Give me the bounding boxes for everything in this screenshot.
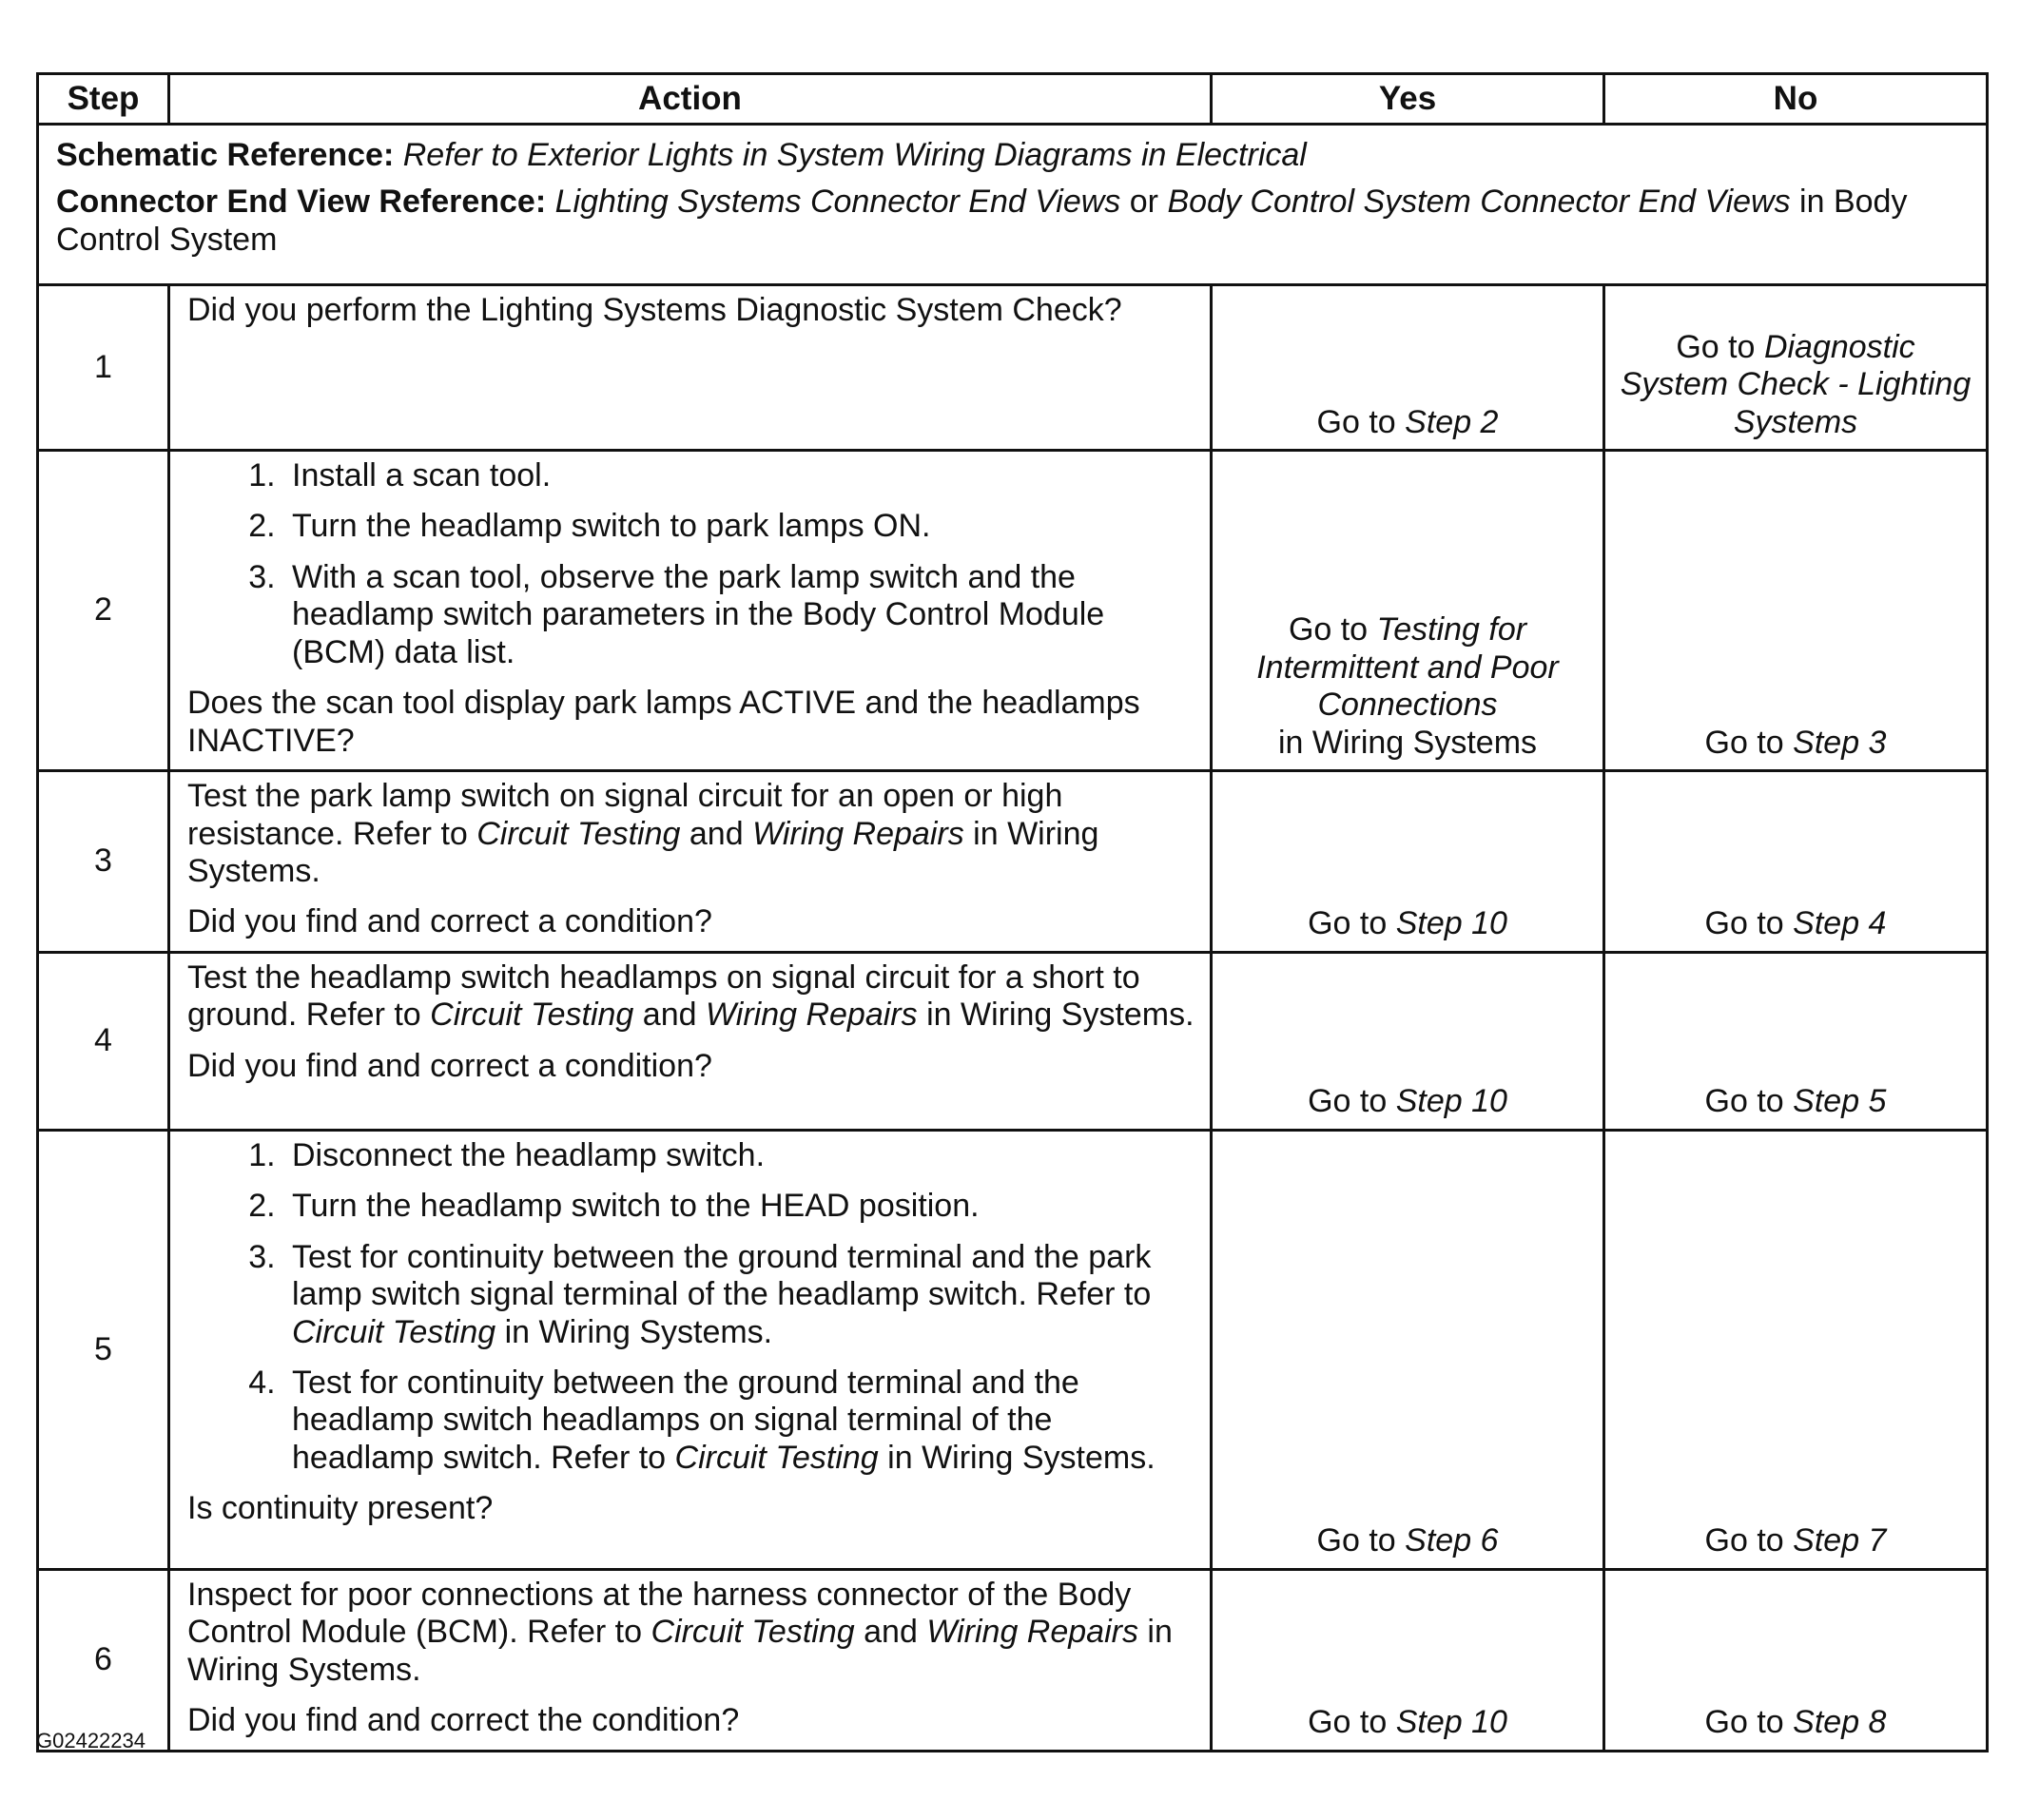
no-prefix: Go to [1704,1083,1784,1120]
instruction-tail: in Wiring Systems. [887,1439,1156,1476]
step-text-tail: in Wiring Systems. [187,1614,1173,1688]
step-question: Did you perform the Lighting Systems Diagnostic System Check? [187,292,1122,328]
step-text-tail: in Wiring Systems. [187,815,1099,889]
wiring-repairs-link: Wiring Repairs [705,997,918,1034]
step-action [169,451,1212,771]
yes-prefix: Go to [1316,403,1396,440]
yes-prefix: Go to [1316,1522,1396,1559]
step-action [169,771,1212,953]
no-link: Step 8 [1793,1704,1887,1741]
yes-link: Testing for Intermittent and Poor Connections [1256,611,1559,724]
step-text-lead: Inspect for poor connections at the harness connector of the Body Control Module (BCM). Refer to [187,1576,1132,1651]
connector-reference-label: Connector End View Reference: [56,184,547,221]
no-prefix: Go to [1704,724,1784,761]
step-text [187,778,1198,890]
connector-reference-tail: in Body Control System [56,184,1908,258]
instruction-item: 3. With a scan tool, observe the park lamp switch and the headlamp switch parameters in the Body Control Module (BCM) data list. [284,559,1198,671]
step-text-and: and [642,997,697,1034]
yes-link: Step 6 [1405,1522,1499,1559]
circuit-testing-link: Circuit Testing [292,1313,496,1350]
step-text-tail: in Wiring Systems. [926,997,1195,1034]
no-result [1604,285,1988,451]
reference-row [38,125,1988,285]
instruction-text: Test for continuity between the ground terminal and the headlamp switch headlamps on signal terminal of the headlamp switch. Refer to [292,1365,1079,1476]
step-text-and: and [864,1614,918,1651]
schematic-reference-text: Refer to Exterior Lights in System Wiring Diagrams in Electrical [402,137,1307,173]
circuit-testing-link: Circuit Testing [674,1439,879,1476]
no-result [1604,1130,1988,1569]
step-action [169,1569,1212,1751]
step-question: Is continuity present? [187,1490,494,1527]
yes-link: Step 10 [1395,1083,1507,1120]
step-action [169,952,1212,1130]
step-row-6 [38,1569,1988,1751]
step-instructions [187,1137,1198,1478]
step-question: Did you find and correct the condition? [187,1702,740,1739]
circuit-testing-link: Circuit Testing [651,1614,855,1651]
no-link: Step 7 [1793,1522,1887,1559]
no-prefix: Go to [1704,1522,1784,1559]
header-row [38,74,1988,125]
instruction-item: 2. Turn the headlamp switch to the HEAD position. [284,1188,1198,1225]
step-number: 3 [38,771,169,953]
header-yes: Yes [1212,74,1604,125]
no-link: Step 4 [1793,905,1887,942]
diagnostic-table [36,72,1989,1752]
yes-prefix: Go to [1308,1083,1388,1120]
header-no: No [1604,74,1988,125]
instruction-item [284,1365,1198,1477]
schematic-reference-label: Schematic Reference: [56,137,395,173]
step-row-5 [38,1130,1988,1569]
step-row-2 [38,451,1988,771]
yes-prefix: Go to [1308,905,1388,942]
yes-result [1212,285,1604,451]
instruction-item: 2. Turn the headlamp switch to park lamps ON. [284,508,1198,545]
step-action [169,1130,1212,1569]
step-question: Did you find and correct a condition? [187,1047,712,1084]
yes-link: Step 10 [1395,905,1507,942]
connector-reference [56,184,1969,259]
header-step: Step [38,74,169,125]
yes-link: Step 10 [1395,1704,1507,1741]
circuit-testing-link: Circuit Testing [430,997,634,1034]
yes-suffix: in Wiring Systems [1277,724,1538,761]
circuit-testing-link: Circuit Testing [476,815,681,852]
step-number: 4 [38,952,169,1130]
step-question: Does the scan tool display park lamps ACTIVE and the headlamps INACTIVE? [187,685,1140,759]
no-link: Diagnostic System Check - Lighting Systems [1620,328,1971,440]
instruction-item: 1. Install a scan tool. [284,457,1198,494]
figure-id: G02422234 [36,1729,146,1752]
schematic-reference [56,137,1969,174]
reference-cell [38,125,1988,285]
yes-result [1212,1130,1604,1569]
step-instructions [187,457,1198,671]
wiring-repairs-link: Wiring Repairs [752,815,964,852]
connector-reference-link-1: Lighting Systems Connector End Views [554,184,1121,221]
yes-prefix: Go to [1308,1704,1388,1741]
no-result [1604,952,1988,1130]
no-link: Step 5 [1793,1083,1887,1120]
no-result [1604,771,1988,953]
instruction-tail: in Wiring Systems. [504,1313,773,1350]
no-prefix: Go to [1704,1704,1784,1741]
yes-result [1212,451,1604,771]
header-action: Action [169,74,1212,125]
step-text [187,959,1198,1035]
no-result [1604,451,1988,771]
step-row-1 [38,285,1988,451]
step-row-3 [38,771,1988,953]
yes-result [1212,952,1604,1130]
no-prefix: Go to [1676,328,1756,365]
connector-reference-or: or [1129,184,1158,221]
step-number: 2 [38,451,169,771]
yes-result [1212,771,1604,953]
step-number: 5 [38,1130,169,1569]
connector-reference-link-2: Body Control System Connector End Views [1167,184,1791,221]
step-text-lead: Test the park lamp switch on signal circuit for an open or high resistance. Refer to [187,778,1063,852]
step-text [187,1577,1198,1689]
yes-result [1212,1569,1604,1751]
step-action [169,285,1212,451]
yes-link: Step 2 [1405,403,1499,440]
no-result [1604,1569,1988,1751]
instruction-item: 1. Disconnect the headlamp switch. [284,1137,1198,1174]
step-question: Did you find and correct a condition? [187,903,712,940]
step-number: 6 [38,1569,169,1751]
yes-prefix: Go to [1288,611,1369,649]
instruction-item [284,1239,1198,1351]
step-row-4 [38,952,1988,1130]
no-prefix: Go to [1704,905,1784,942]
step-text-and: and [689,815,744,852]
step-text-lead: Test the headlamp switch headlamps on signal circuit for a short to ground. Refer to [187,958,1140,1034]
no-link: Step 3 [1793,724,1887,761]
step-number: 1 [38,285,169,451]
instruction-text: Test for continuity between the ground terminal and the park lamp switch signal terminal of the headlamp switch. Refer to [292,1238,1152,1313]
wiring-repairs-link: Wiring Repairs [926,1614,1138,1651]
